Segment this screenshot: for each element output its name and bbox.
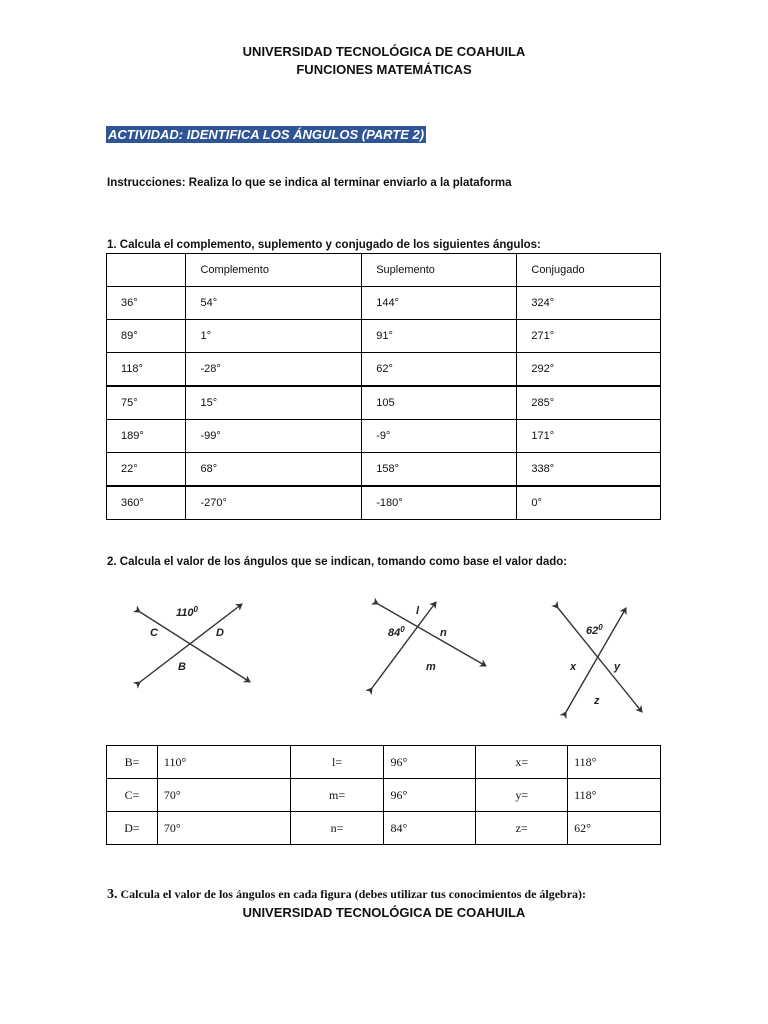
table-cell: 75°	[107, 386, 186, 420]
table-cell: 118°	[568, 746, 661, 779]
table-cell: 285°	[517, 386, 661, 420]
angle-label-m: m	[426, 661, 436, 673]
table-cell: -180°	[362, 486, 517, 520]
table-header-row	[107, 254, 661, 287]
table-cell: 1°	[186, 320, 362, 353]
table-header-cell	[107, 254, 186, 287]
table-cell: x=	[476, 746, 568, 779]
angle-label-d: D	[216, 627, 224, 639]
question-2-text: 2. Calcula el valor de los ángulos que se indican, tomando como base el valor dado:	[107, 556, 568, 568]
angles-table	[106, 253, 661, 520]
question-3-text	[107, 887, 586, 903]
table-cell: -9°	[362, 420, 517, 453]
table-row	[107, 486, 661, 520]
table-cell: 0°	[517, 486, 661, 520]
angle-label-x: x	[570, 661, 577, 673]
figure-3-intersecting-lines	[552, 604, 652, 716]
table-cell: 189°	[107, 420, 186, 453]
table-cell: -99°	[186, 420, 362, 453]
table-cell: 15°	[186, 386, 362, 420]
table-cell: 62°	[362, 353, 517, 387]
answers-table	[106, 745, 661, 845]
table-cell: D=	[107, 812, 158, 845]
table-cell: 96°	[384, 746, 476, 779]
table-header-cell: Suplemento	[362, 254, 517, 287]
table-cell: 292°	[517, 353, 661, 387]
table-cell: n=	[290, 812, 384, 845]
table-cell: 22°	[107, 453, 186, 487]
question-3-body: Calcula el valor de los ángulos en cada figura (debes utilizar tus conocimientos de álgebra):	[117, 887, 587, 901]
table-row	[107, 812, 661, 845]
table-cell: 54°	[186, 287, 362, 320]
table-cell: 105	[362, 386, 517, 420]
table-row	[107, 353, 661, 387]
line-1	[140, 612, 250, 682]
table-cell: 360°	[107, 486, 186, 520]
table-row	[107, 779, 661, 812]
table-cell: 70°	[157, 779, 290, 812]
table-cell: 70°	[157, 812, 290, 845]
table-cell: 36°	[107, 287, 186, 320]
figure-1-intersecting-lines	[130, 598, 260, 690]
course-header: FUNCIONES MATEMÁTICAS	[296, 62, 472, 77]
table-cell: B=	[107, 746, 158, 779]
table-row	[107, 746, 661, 779]
instructions-text: Instrucciones: Realiza lo que se indica al terminar enviarlo a la plataforma	[107, 177, 512, 189]
line-2	[372, 602, 436, 688]
given-angle-label: $62^0$	[586, 623, 603, 637]
table-cell: 118°	[107, 353, 186, 387]
angle-label-l: l	[416, 605, 420, 617]
table-cell: 68°	[186, 453, 362, 487]
university-header: UNIVERSIDAD TECNOLÓGICA DE COAHUILA	[242, 44, 526, 59]
question-1-text: 1. Calcula el complemento, suplemento y conjugado de los siguientes ángulos:	[107, 239, 541, 251]
table-row	[107, 287, 661, 320]
table-row	[107, 420, 661, 453]
table-cell: 271°	[517, 320, 661, 353]
angle-label-z: z	[594, 695, 600, 707]
table-cell: y=	[476, 779, 568, 812]
figure-2-intersecting-lines	[366, 598, 492, 694]
angle-label-n: n	[440, 627, 447, 639]
table-cell: 89°	[107, 320, 186, 353]
table-cell: 62°	[568, 812, 661, 845]
table-row	[107, 386, 661, 420]
table-cell: 171°	[517, 420, 661, 453]
table-cell: -270°	[186, 486, 362, 520]
question-3-number: 3.	[107, 887, 118, 902]
table-cell: 144°	[362, 287, 517, 320]
activity-title: ACTIVIDAD: IDENTIFICA LOS ÁNGULOS (PARTE 2)	[108, 127, 425, 142]
footer-university: UNIVERSIDAD TECNOLÓGICA DE COAHUILA	[242, 905, 526, 920]
table-row	[107, 453, 661, 487]
given-angle-label: $110^0$	[176, 605, 198, 619]
table-cell: l=	[290, 746, 384, 779]
given-angle-label: $84^0$	[388, 625, 405, 639]
table-cell: 91°	[362, 320, 517, 353]
angle-label-y: y	[614, 661, 621, 673]
table-cell: 118°	[568, 779, 661, 812]
table-cell: z=	[476, 812, 568, 845]
table-cell: 324°	[517, 287, 661, 320]
table-header-cell: Conjugado	[517, 254, 661, 287]
table-cell: 338°	[517, 453, 661, 487]
table-cell: 110°	[157, 746, 290, 779]
table-cell: m=	[290, 779, 384, 812]
table-cell: C=	[107, 779, 158, 812]
table-cell: 158°	[362, 453, 517, 487]
table-cell: 84°	[384, 812, 476, 845]
angle-label-b: B	[178, 661, 186, 673]
angle-label-c: C	[150, 627, 158, 639]
table-cell: 96°	[384, 779, 476, 812]
table-header-cell: Complemento	[186, 254, 362, 287]
table-row	[107, 320, 661, 353]
table-cell: -28°	[186, 353, 362, 387]
